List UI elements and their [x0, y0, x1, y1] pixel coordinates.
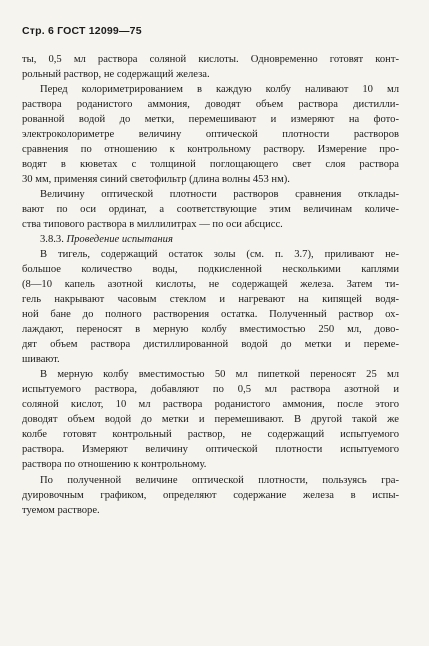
- text-line: раствора роданистого аммония, доводят объем раствора дистилли-: [22, 99, 399, 110]
- text-line: туемом растворе.: [22, 505, 100, 516]
- text-line: ной бане до полного растворения остатка. Полученный раствор ох-: [22, 309, 399, 320]
- text-line: гель накрывают часовым стеклом и нагревают на кипящей водя-: [22, 294, 399, 305]
- text-line: Величину оптической плотности растворов сравнения отклады-: [40, 189, 399, 200]
- section-title: Проведение испытания: [66, 234, 173, 245]
- text-line: вают по оси ординат, а соответствующие этим величинам количе-: [22, 204, 399, 215]
- text-line: водят в кюветах с толщиной поглощающего свет слоя раствора: [22, 159, 399, 170]
- text-line: сравнения по отношению к контрольному раствору. Измерение про-: [22, 144, 399, 155]
- section-number: 3.8.3.: [40, 234, 67, 245]
- text-line: соляной кислот, 10 мл раствора роданистого аммония, после этого: [22, 399, 399, 410]
- text-line: дуировочным графиком, определяют содержание железа в испы-: [22, 490, 399, 501]
- text-line: ты, 0,5 мл раствора соляной кислоты. Одновременно готовят конт-: [22, 54, 399, 65]
- page-header: Стр. 6 ГОСТ 12099—75: [22, 25, 142, 37]
- text-line: В мерную колбу вместимостью 50 мл пипеткой переносят 25 мл: [40, 369, 399, 380]
- text-line: испытуемого раствора, добавляют по 0,5 мл раствора азотной и: [22, 384, 399, 395]
- text-line: 30 мм, применяя синий светофильтр (длина волны 453 нм).: [22, 174, 290, 185]
- text-line: По полученной величине оптической плотности, пользуясь гра-: [40, 475, 399, 486]
- text-line: доводят объем водой до метки и перемешивают. В другой такой же: [22, 414, 399, 425]
- text-line: шивают.: [22, 354, 60, 365]
- text-line: лаждают, переносят в мерную колбу вместимостью 250 мл, дово-: [22, 324, 399, 335]
- text-line: раствора по отношению к контрольному.: [22, 459, 207, 470]
- text-line: ства типового раствора в миллилитрах — по оси абсцисс.: [22, 219, 283, 230]
- text-line: В тигель, содержащий остаток золы (см. п. 3.7), приливают не-: [40, 249, 399, 260]
- text-line: рованной водой до метки, перемешивают и измеряют на фото-: [22, 114, 399, 125]
- text-line: рольный раствор, не содержащий железа.: [22, 69, 210, 80]
- text-line: большое количество воды, подкисленной несколькими каплями: [22, 264, 399, 275]
- text-line: дят объем раствора дистиллированной водой до метки и переме-: [22, 339, 399, 350]
- text-line: раствора. Измеряют величину оптической плотности испытуемого: [22, 444, 399, 455]
- text-line: электроколориметре величину оптической плотности растворов: [22, 129, 399, 140]
- text-line: колбе готовят контрольный раствор, не содержащий испытуемого: [22, 429, 399, 440]
- text-line: Перед колориметрированием в каждую колбу наливают 10 мл: [40, 84, 399, 95]
- text-line: (8—10 капель азотной кислоты, не содержащей железа. Затем ти-: [22, 279, 399, 290]
